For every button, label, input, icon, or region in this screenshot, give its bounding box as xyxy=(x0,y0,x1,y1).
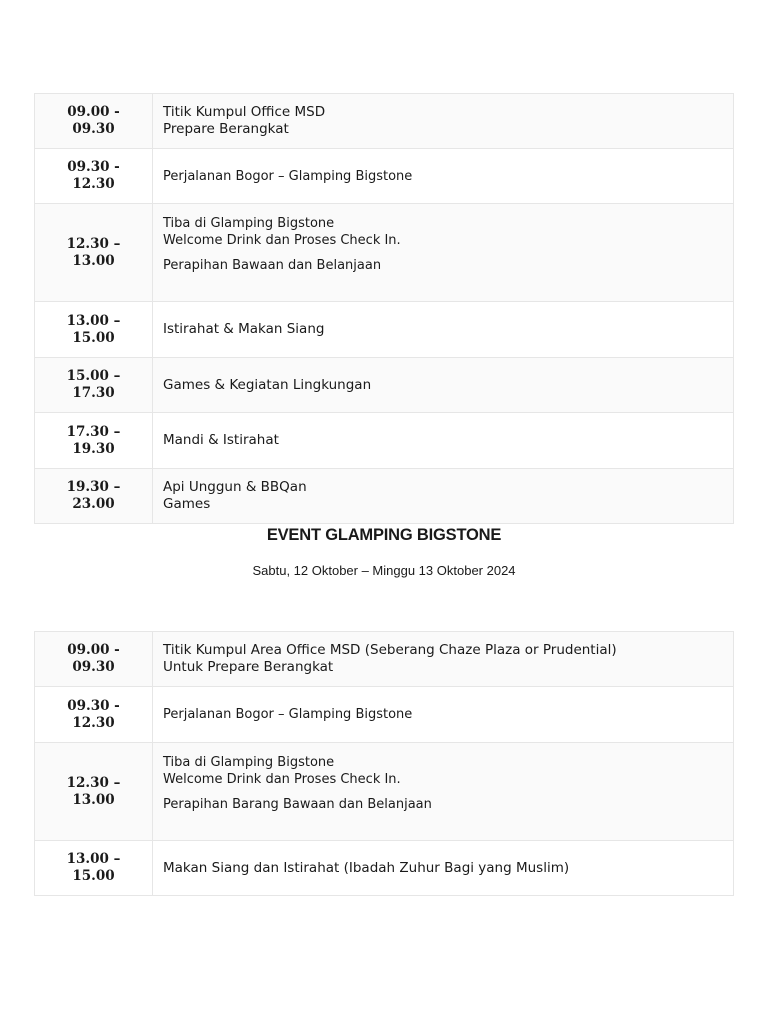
time-cell: 13.00 – 15.00 xyxy=(35,841,153,896)
activity-cell: Titik Kumpul Area Office MSD (Seberang Chaze Plaza or Prudential) Untuk Prepare Berangkat xyxy=(153,632,734,687)
activity-cell: Istirahat & Makan Siang xyxy=(153,302,734,358)
schedule-table-first xyxy=(34,93,734,524)
activity-cell: Api Unggun & BBQan Games xyxy=(153,469,734,524)
time-cell: 12.30 – 13.00 xyxy=(35,204,153,302)
time-cell: 09.00 - 09.30 xyxy=(35,632,153,687)
activity-cell: Games & Kegiatan Lingkungan xyxy=(153,358,734,413)
table-row xyxy=(35,743,734,841)
table-row xyxy=(35,841,734,896)
table-row xyxy=(35,413,734,469)
time-cell: 13.00 – 15.00 xyxy=(35,302,153,358)
schedule-table-second xyxy=(34,631,734,896)
activity-cell: Perjalanan Bogor – Glamping Bigstone xyxy=(153,149,734,204)
activity-cell: Titik Kumpul Office MSD Prepare Berangkat xyxy=(153,94,734,149)
time-cell: 09.30 - 12.30 xyxy=(35,687,153,743)
time-cell: 17.30 – 19.30 xyxy=(35,413,153,469)
table-row xyxy=(35,149,734,204)
time-cell: 15.00 – 17.30 xyxy=(35,358,153,413)
table-row xyxy=(35,469,734,524)
table-row xyxy=(35,204,734,302)
table-row xyxy=(35,94,734,149)
table-row xyxy=(35,687,734,743)
activity-cell: Perjalanan Bogor – Glamping Bigstone xyxy=(153,687,734,743)
table-row xyxy=(35,632,734,687)
event-date: Sabtu, 12 Oktober – Minggu 13 Oktober 2024 xyxy=(252,563,516,578)
table-row xyxy=(35,358,734,413)
time-cell: 09.30 - 12.30 xyxy=(35,149,153,204)
time-cell: 12.30 – 13.00 xyxy=(35,743,153,841)
activity-cell: Makan Siang dan Istirahat (Ibadah Zuhur Bagi yang Muslim) xyxy=(153,841,734,896)
time-cell: 19.30 – 23.00 xyxy=(35,469,153,524)
event-title: EVENT GLAMPING BIGSTONE xyxy=(266,526,502,544)
table-row xyxy=(35,302,734,358)
time-cell: 09.00 - 09.30 xyxy=(35,94,153,149)
activity-cell: Tiba di Glamping Bigstone Welcome Drink dan Proses Check In. Perapihan Bawaan dan Belanjaan xyxy=(153,204,734,302)
activity-cell: Mandi & Istirahat xyxy=(153,413,734,469)
activity-cell: Tiba di Glamping Bigstone Welcome Drink dan Proses Check In. Perapihan Barang Bawaan dan Belanjaan xyxy=(153,743,734,841)
